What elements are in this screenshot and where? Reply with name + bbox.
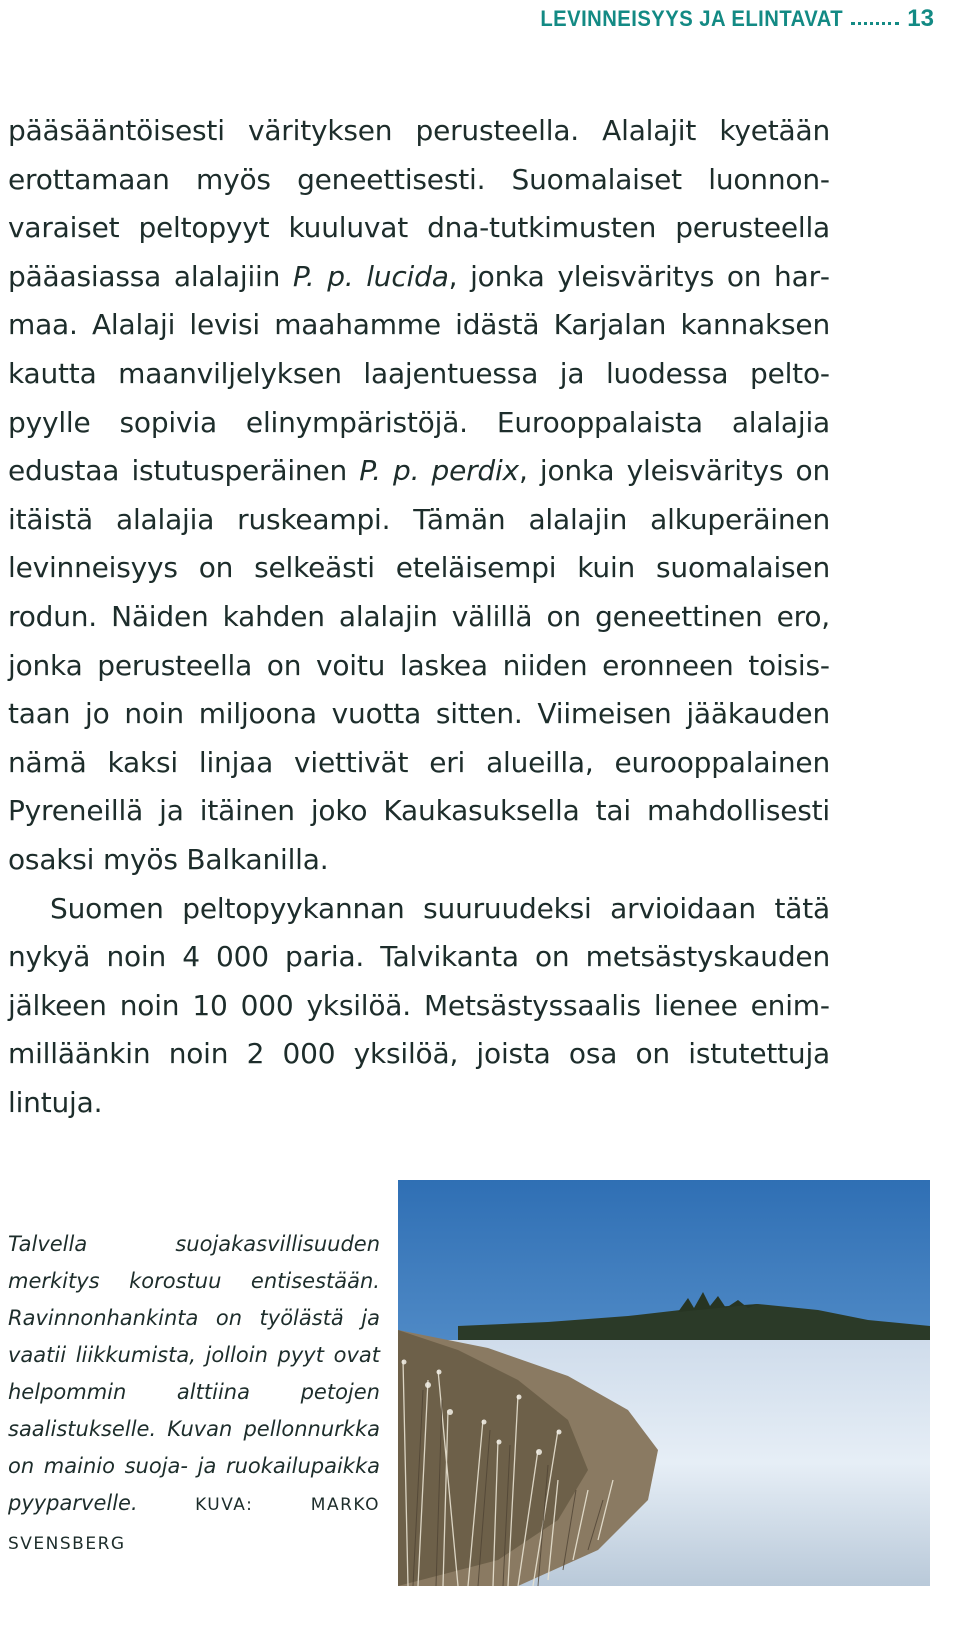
running-header bbox=[514, 2, 934, 36]
paragraph-1 bbox=[8, 107, 830, 885]
paragraph-text: , jonka yleisväritys on itäistä alalajia ruskeampi. Tämän alalajin alkuperäinen levinneisyys on selkeästi eteläisempi kuin suomalaisen rodun. Näiden kahden alalajin välillä on geneettinen ero, jonka perusteella on voitu laskea niiden eronneen toisistaan jo noin miljoona vuotta sitten. Viimeisen jääkauden nämä kaksi linjaa viettivät eri alueilla, eurooppalainen Pyreneillä ja itäinen joko Kaukasuksella tai mahdollisesti osaksi myös Balkanilla. bbox=[8, 454, 831, 876]
caption-text: Talvella suojakasvillisuuden merkitys korostuu entisestään. Ravinnonhankinta on työlästä ja vaatii liikkumista, jolloin pyyt ovat helpommin alttiina petojen saalistukselle. Kuvan pellonnurkka on mainio suoja- ja ruokailupaikka pyyparvelle. bbox=[8, 1232, 380, 1515]
body-text bbox=[8, 107, 830, 1127]
section-title: LEVINNEISYYS JA ELINTAVAT bbox=[540, 6, 844, 31]
photo-credit-label: KUVA: bbox=[195, 1495, 254, 1515]
photo-caption bbox=[8, 1226, 380, 1563]
taxon-name: P. p. perdix bbox=[359, 454, 519, 488]
paragraph-text: pääsääntöisesti värityksen perusteella. Alalajit kyetään erottamaan myös geneettisesti. Suomalaiset luonnonvaraiset peltopyyt kuuluvat dna-tutkimusten perusteella pääasiassa alalajiin bbox=[8, 114, 830, 293]
photo-credit-name: MARKO SVENSBERG bbox=[8, 1495, 380, 1554]
page-number: 13 bbox=[907, 5, 934, 32]
paragraph-text: , jonka yleisväritys on harmaa. Alalaji levisi maahamme idästä Karjalan kannaksen kautta maanviljelyksen laajentuessa ja luodessa peltopyylle sopivia elinympäristöjä. Eurooppalaista alalajia edustaa istutusperäinen bbox=[8, 259, 830, 488]
dotted-leader bbox=[851, 22, 899, 25]
paragraph-2: Suomen peltopyykannan suuruudeksi arvioidaan tätä nykyä noin 4 000 paria. Talvikanta on metsästyskauden jälkeen noin 10 000 yksilöä. Metsästyssaalis lienee enimmilläänkin noin 2 000 yksilöä, joista osa on istutettuja lintuja. bbox=[8, 891, 830, 1119]
winter-field-photo bbox=[398, 1180, 930, 1586]
taxon-name: P. p. lucida bbox=[292, 259, 449, 293]
